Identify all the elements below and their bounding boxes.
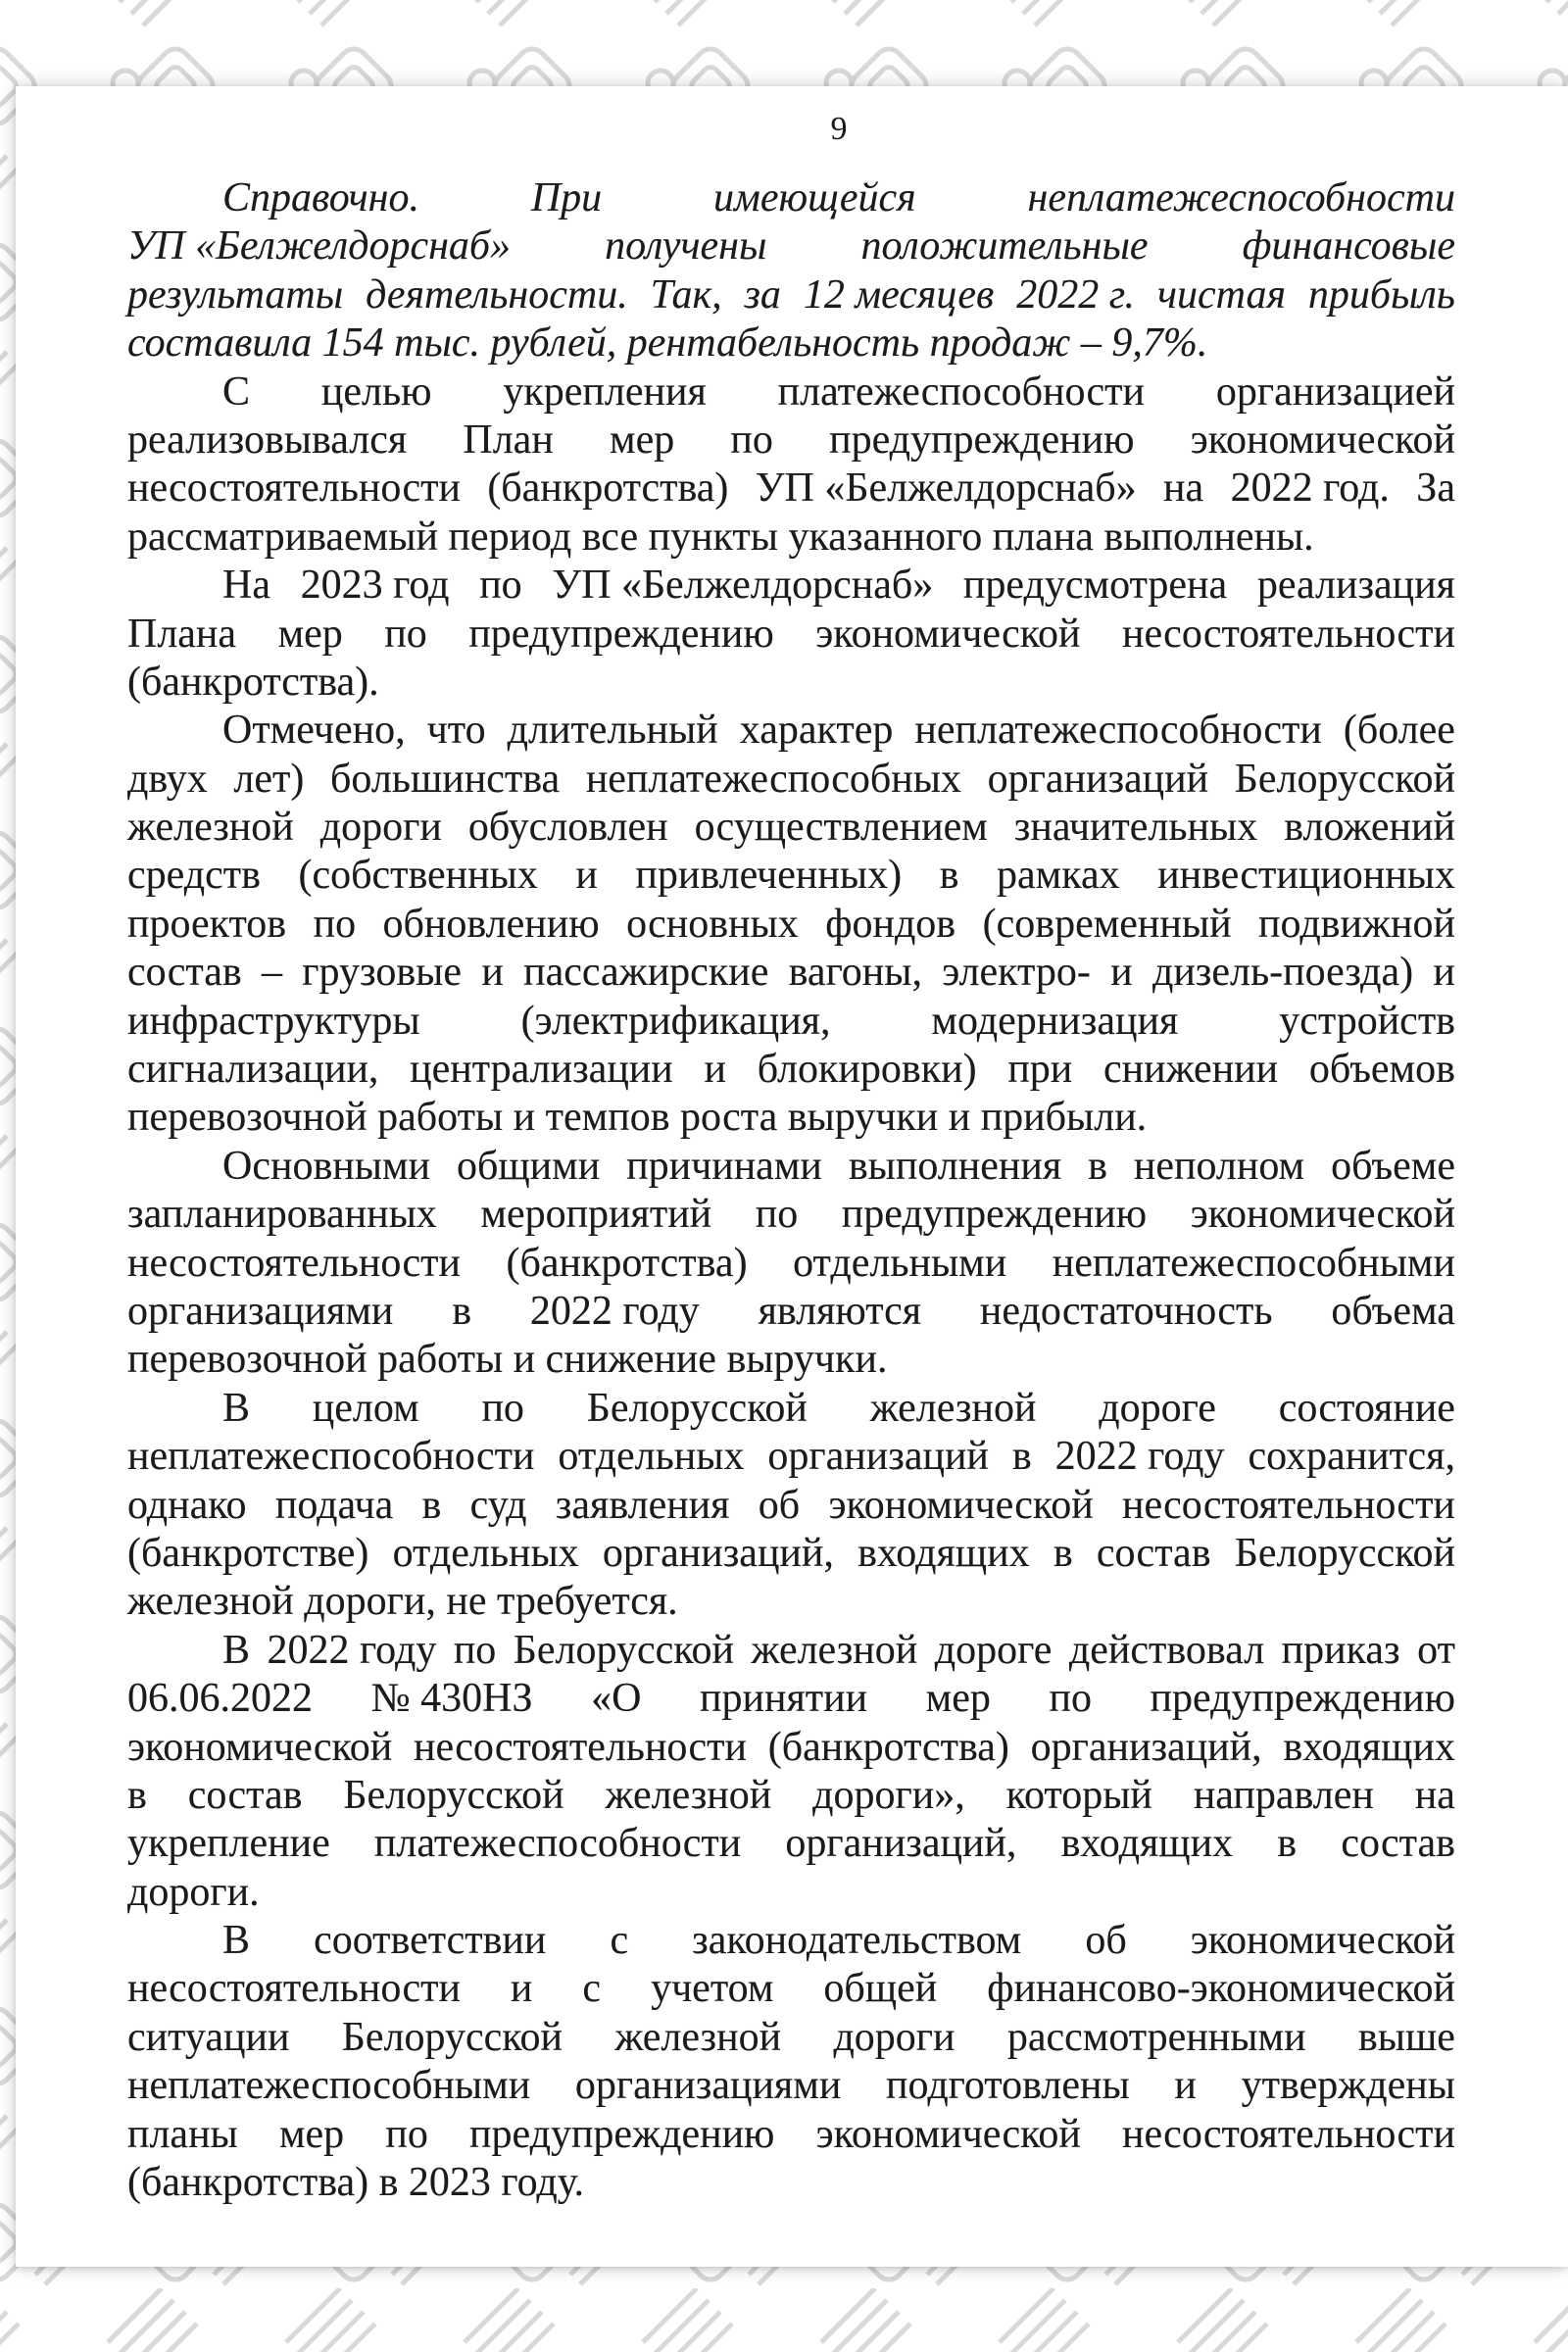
text-line: запланированных мероприятий по предупреждению экономической: [127, 1192, 1455, 1238]
text-line: УП «Белжелдорснаб» получены положительные финансовые: [127, 223, 1455, 270]
text-line: организациями в 2022 году являются недостаточность объема: [127, 1288, 1455, 1334]
text-line: железной дороги обусловлен осуществлением значительных вложений: [127, 805, 1455, 851]
text-line: проектов по обновлению основных фондов (современный подвижной: [127, 901, 1455, 947]
text-line: С целью укрепления платежеспособности организацией: [222, 368, 1455, 415]
text-line: составила 154 тыс. рублей, рентабельность продаж – 9,7%.: [127, 320, 1208, 367]
text-line: Плана мер по предупреждению экономической несостоятельности: [127, 611, 1455, 657]
text-line: состав – грузовые и пассажирские вагоны, электро- и дизель-поезда) и: [127, 950, 1455, 996]
text-line: На 2023 год по УП «Белжелдорснаб» предусмотрена реализация: [222, 563, 1455, 609]
text-line: (банкротства).: [127, 659, 379, 705]
text-line: перевозочной работы и снижение выручки.: [127, 1337, 888, 1383]
document-text: [127, 174, 1455, 2207]
text-line: 06.06.2022 № 430НЗ «О принятии мер по предупреждению: [127, 1676, 1455, 1722]
text-line: В целом по Белорусской железной дороге состояние: [222, 1385, 1455, 1431]
text-line: сигнализации, централизации и блокировки) при снижении объемов: [127, 1047, 1455, 1093]
text-line: неплатежеспособными организациями подготовлены и утверждены: [127, 2063, 1455, 2109]
text-line: в состав Белорусской железной дороги», который направлен на: [127, 1772, 1455, 1818]
text-line: В соответствии с законодательством об экономической: [222, 1918, 1455, 1964]
text-line: дороги.: [127, 1869, 260, 1915]
text-line: инфраструктуры (электрификация, модернизация устройств: [127, 998, 1455, 1044]
document-page: [16, 86, 1568, 2267]
text-line: несостоятельности и с учетом общей финансово-экономической: [127, 1966, 1455, 2012]
text-line: укрепление платежеспособности организаций, входящих в состав: [127, 1821, 1455, 1867]
text-line: несостоятельности (банкротства) УП «Белжелдорснаб» на 2022 год. За: [127, 466, 1455, 512]
page-number: 9: [830, 111, 848, 147]
text-line: экономической несостоятельности (банкротства) организаций, входящих: [127, 1724, 1455, 1770]
text-line: планы мер по предупреждению экономической несостоятельности: [127, 2111, 1455, 2157]
text-line: (банкротстве) отдельных организаций, входящих в состав Белорусской: [127, 1530, 1455, 1576]
text-line: неплатежеспособности отдельных организаций в 2022 году сохранится,: [127, 1434, 1455, 1480]
text-line: ситуации Белорусской железной дороги рассмотренными выше: [127, 2014, 1455, 2060]
text-line: железной дороги, не требуется.: [127, 1579, 678, 1625]
text-line: несостоятельности (банкротства) отдельными неплатежеспособными: [127, 1240, 1455, 1286]
text-line: Основными общими причинами выполнения в неполном объеме: [222, 1143, 1455, 1189]
text-line: Справочно. При имеющейся неплатежеспособности: [222, 175, 1455, 220]
text-line: перевозочной работы и темпов роста выручки и прибыли.: [127, 1095, 1148, 1141]
text-line: (банкротства) в 2023 году.: [127, 2160, 585, 2206]
text-line: двух лет) большинства неплатежеспособных организаций Белорусской: [127, 756, 1455, 802]
text-line: средств (собственных и привлеченных) в рамках инвестиционных: [127, 853, 1455, 899]
text-line: рассматриваемый период все пункты указанного плана выполнены.: [127, 514, 1314, 560]
text-line: результаты деятельности. Так, за 12 месяцев 2022 г. чистая прибыль: [127, 271, 1455, 318]
text-line: Отмечено, что длительный характер неплатежеспособности (более: [222, 708, 1455, 754]
text-line: В 2022 году по Белорусской железной дороге действовал приказ от: [222, 1627, 1455, 1673]
text-line: реализовывался План мер по предупреждению экономической: [127, 416, 1455, 463]
text-line: однако подача в суд заявления об экономической несостоятельности: [127, 1482, 1455, 1528]
